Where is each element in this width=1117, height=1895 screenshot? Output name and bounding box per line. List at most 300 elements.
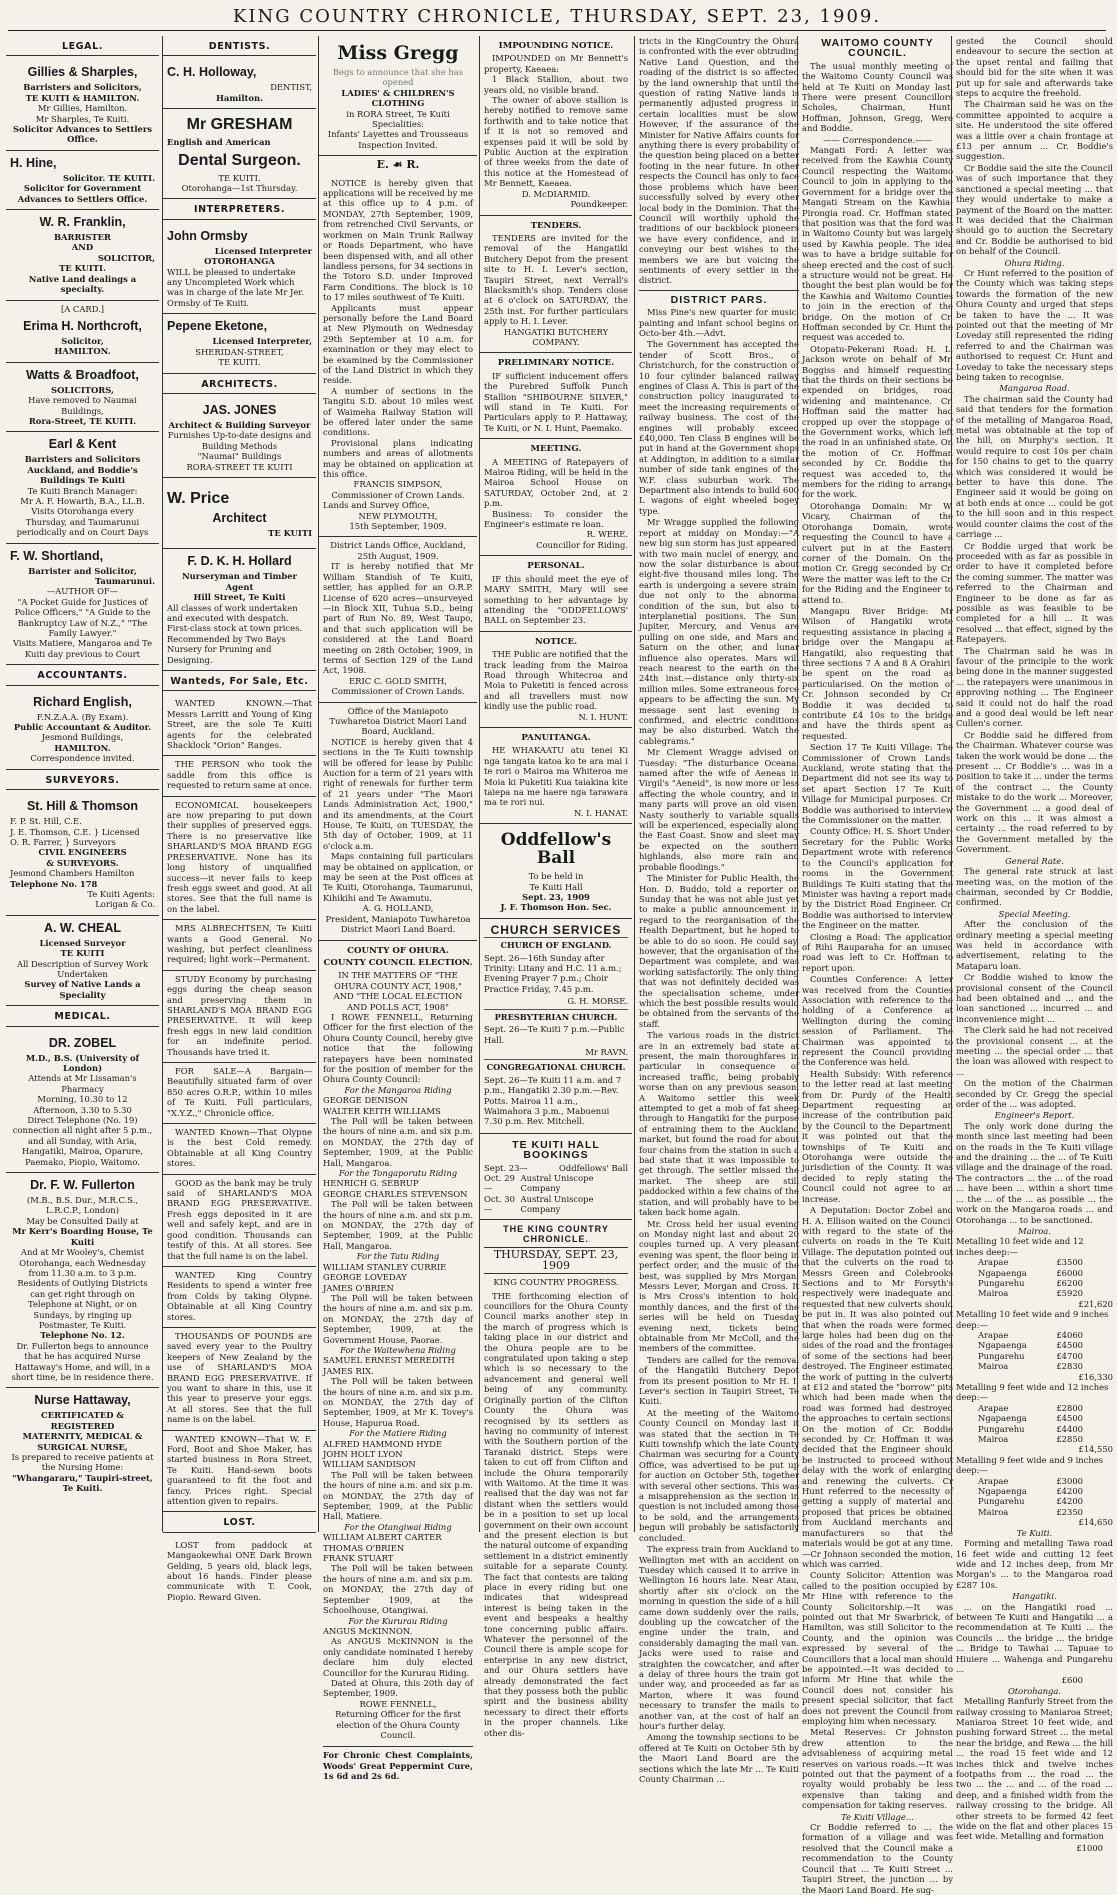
metal-row — [956, 1257, 1113, 1267]
report-subheading: Te Kuiti. — [1016, 1527, 1053, 1538]
report-text: Mangapu River Bridge: Mr Wilson of Hangatiki wrote requesting assistance in placing a bridge over the Mangapu at Hangatiki, also requesting that three sections 7 A and 8 A Orahiri, be spent on the road as particularised. On the motion of Cr. Johnson seconded by Cr. Boddie it was decided to contribute £4 10s to the bridge and have the thirds spent as requested. — [802, 605, 953, 741]
ad-line: SHERIDAN-STREET, — [195, 346, 284, 357]
meeting-notice — [480, 439, 632, 556]
masthead — [0, 6, 1114, 27]
par-text: The various roads in the district are in an extremely bad state at present, the main thoroughfares in particular in consequence of increased traffic, being probably worse than on any previous season. A Waitomo settler this week attempted to get a mob of fat sheep through to Hangatiki for the purpose of entraining them to the Auckland market, but found the road for about four chains from the station in such a bad state that it was impossible to get through. The settler missed the market. The sheep are still paddocked within a few chains of the station, and will probably have to be taken back home again. — [639, 1030, 799, 1218]
ad-line: Native Land dealings a specialty. — [28, 273, 137, 295]
land-notice — [319, 175, 477, 538]
notice-signature: Returning Officer for the first election of the Ohura County Council. — [335, 1709, 461, 1740]
ad-holloway — [163, 60, 316, 109]
metal-row — [956, 1330, 1113, 1340]
ad-hattaway — [6, 1388, 159, 1498]
metal-cost: £2350 — [1056, 1506, 1083, 1517]
ad-line: Barristers and Solicitors — [24, 454, 141, 465]
ad-line: Dental Surgeon. — [178, 151, 301, 169]
section-heading-medical: MEDICAL. — [6, 1008, 159, 1026]
notice-heading: COUNTY OF OHURA. — [347, 945, 449, 956]
church-name: CONGREGATIONAL CHURCH. — [484, 1059, 628, 1072]
ad-line: Telephone No. 12. — [40, 1330, 125, 1341]
metal-cost: £2850 — [1056, 1434, 1083, 1445]
church-text: Sept. 26—16th Sunday after Trinity: Litany and H.C. 11 a.m.; Evening Prayer 7 p.m.; Choir Practice Friday, 7.45 p.m. — [484, 952, 622, 994]
candidate: JAMES RIX. — [323, 1365, 374, 1376]
ad-line: AND — [71, 242, 94, 253]
ad-line: WILL be pleased to undertake any Uncompleted Work which was in charge of the late Mr Jer. Ormsby of Te Kuiti. — [167, 266, 305, 308]
masthead-title: KING COUNTRY CHRONICLE, THURSDAY, SEPT. 23, 1909. — [232, 6, 882, 27]
ball-line: Te Kuiti Hall — [529, 881, 583, 892]
panuitanga-notice — [480, 728, 632, 824]
par-text: Among the township sections to be offered at Te Kuiti on October 5th by the Maori Land Board are the sections which the late Mr ... Te Kuiti County Chairman ... — [639, 1732, 799, 1785]
notice-heading: NOTICE. — [534, 636, 578, 647]
report-subheading: —— Correspondence.—— — [823, 134, 932, 145]
ad-name: Dr. F. W. Fullerton — [30, 1178, 135, 1193]
classified-text: WANTED KNOWN—That W. F. Ford, Boot and Shoe Maker, has started business in Rora Street, Te Kuiti. Hand-sewn boots guaranteed to fit the foot and fancy. Prices right. Special attention given to repairs. — [167, 1433, 312, 1507]
riding-name: For the Otangiwai Riding — [344, 1521, 452, 1532]
ad-name: Earl & Kent — [48, 437, 117, 452]
candidate: JOHN HOLT LYON — [323, 1449, 403, 1459]
ad-hine — [6, 151, 159, 210]
classified-ad — [163, 1328, 316, 1431]
ad-line: (M.B., B.S. Dur., M.R.C.S., L.R.C.P., London) — [26, 1195, 139, 1216]
section-heading-legal: LEGAL. — [6, 38, 159, 56]
ad-line: Mr Kerr's Boarding House, Te Kuiti — [12, 1226, 153, 1247]
section-heading-architects: ARCHITECTS. — [163, 376, 316, 394]
ad-line: OTOROHANGA — [204, 256, 275, 267]
ad-line: Public Accountant & Auditor. — [13, 722, 152, 733]
metal-table-heading: Metalling 9 feet wide and 12 inches deep:— — [956, 1382, 1109, 1403]
metal-total: £14,650 — [1078, 1517, 1113, 1528]
ad-name: Watts & Broadfoot, — [26, 367, 139, 382]
booking-date: Oct. 30— — [484, 1193, 515, 1215]
booking-row — [484, 1163, 628, 1173]
ad-name: F. D. K. H. Hollard — [187, 554, 292, 569]
church-name: PRESBYTERIAN CHURCH. — [484, 1009, 628, 1022]
classified-text: THE PERSON who took the saddle from this office is requested to return same at once. — [167, 759, 312, 791]
ad-line: TE KUITI & HAMILTON. — [25, 92, 140, 103]
notice-text: 1 Black Stallion, about two years old, no visible brand. — [484, 74, 628, 95]
report-text: Health Subsidy: With reference to the letter read at last meeting from Dr. Purdy of the Health Department requesting an increase of the contribution paid by the Council to the Department, it was pointed out that the townships of Te Kuiti and Otorohanga were outside the jurisdiction of the County. It was decided to reply stating the Council could not agree to an increase. — [802, 1068, 953, 1204]
ad-name: A. W. CHEAL — [43, 920, 122, 935]
editorial-title: KING COUNTRY PROGRESS. — [493, 1277, 619, 1288]
ad-line: CERTIFICATED & REGISTERED — [41, 1410, 124, 1431]
ad-line: O. R. Farrer, } Surveyors — [10, 836, 116, 847]
editorial-text: THE forthcoming election of councillors for the Ohura County Council marks another step in the march of progress which is taking place in our district and the Ohura people are to be congratulated upon taking a step which is so necessary to the advancement and general well being of any community. Originally portion of the Clifton County the Ohura was recognised by its settlers as having no community of interest with the Southern portion of the Taranaki district. Steps were taken to cut off from Clifton and include the Ohura temporarily with Waitomo. At the time it was realised that the day was not far distant when the settlers would be in a position to set up local government on their own account and the present election is but the natural outcome of expanding settlement in a district eminently suitable for a separate County. The fact that contests are taking place in every riding but one indicates that widespread interest is being taken in the event and bespeaks a healthy tone concerning public affairs. Whatever the personnel of the Council there is ample scope for enterprise in any new district, and our Ohura settlers have already demonstrated the fact that they possess both the public spirit and the business ability necessary to direct their efforts in the proper channels. Like other dis- — [484, 1290, 628, 1738]
public-notice — [480, 632, 632, 728]
ad-line: Te Kuiti Agents: — [87, 888, 155, 899]
classified-text: FOR SALE—A Bargain—Beautifully situated farm of over 850 acres O.R.P., within 10 miles of Te Kuiti. Full particulars, "X.Y.Z.," Chronicle office. — [167, 1066, 312, 1118]
ad-name: Gillies & Sharples, — [27, 65, 138, 80]
column-1 — [6, 36, 159, 1532]
ball-line: Sept. 23, 1909 — [522, 892, 590, 903]
ad-name: John Ormsby — [167, 228, 248, 243]
ad-zobel — [6, 1031, 159, 1173]
ad-line: J. E. Thomson, C.E. } Licensed — [10, 826, 140, 837]
report-text: ... on the Hangatiki road ... between Te Kuiti and Hangatiki ... a recommendation at Te Kuiti ... the Councils ... the bridge ... the bridge ... Bridge to Tawhai ... Tapuae to Hiuiere ... Wahenga and Pungarehu ... — [956, 1601, 1113, 1674]
ad-line: HAMILTON. — [54, 742, 111, 753]
ad-northcroft — [6, 314, 159, 363]
classified-ad — [163, 1124, 316, 1175]
column-3 — [318, 36, 477, 1782]
metal-place: Pungarehu — [978, 1496, 1025, 1507]
notice-heading: PANUITANGA. — [521, 732, 591, 743]
report-text: Cr Boddie wished to know the provisional consent of the Council had been obtained and ... and the loan sanctioned ... incurred ... and inconvenience might ... — [956, 972, 1113, 1024]
notice-heading: Office of the Maniapoto Tuwharetoa District Maori Land Board, Auckland. — [329, 705, 467, 737]
classified-ad — [163, 1063, 316, 1124]
maori-land-notice — [319, 703, 477, 941]
report-subheading: Engineer's Report. — [994, 1110, 1075, 1121]
report-text: Metal Reserves: Cr Johnston drew attention to the advisableness of acquiring metal reserves on various roads.—It was pointed out that the payment of a royalty would probably be less expensive than taking and compensation for taking reserves. — [802, 1727, 953, 1811]
classified-text: THOUSANDS OF POUNDS are saved every year to the Poultry keepers of New Zealand by the use of SHARLAND'S MOA BRAND EGG PRESERVATIVE. If you want to share in this, use it this year to preserve your eggs. At all stores. See that the full name is on the label. — [167, 1330, 312, 1425]
ad-line: Solicitor Advances to Settlers Office. — [13, 124, 152, 145]
metal-total: £14,550 — [1078, 1444, 1113, 1455]
notice-signature: R. WERE. — [586, 529, 628, 540]
ad-line: "A Pocket Guide for Justices of Police Officers," "A Guide to the Bankruptcy Law of N.Z.," "The Family Lawyer." — [14, 596, 151, 639]
notice-text: NOTICE is hereby given that 4 sections in the Te Kuiti township will be offered for lease by Public Auction for a term of 21 years with right of renewals for further term of 21 years under "The Maori Lands Administration Act, 1900," and its amendments, at the Court House, Te Kuiti, on TUESDAY, the 5th day of October, 1909, at 11 o'clock a.m. — [323, 736, 473, 851]
classified-ad — [163, 756, 316, 796]
ad-line: Lorigan & Co. — [95, 899, 155, 910]
ad-line: Attends at Mr Lissaman's Pharmacy — [28, 1073, 137, 1094]
notice-signature: ROWE FENNELL, — [359, 1698, 437, 1709]
notice-text: I ROWE FENNELL, Returning Officer for the first election of the Ohura County Council, hereby give notice that the following ratepayers have been nominated for the position of member for the Ohura County Council: — [323, 1011, 473, 1085]
ad-line: Mr Gillies, Hamilton. — [37, 103, 128, 114]
ad-line: Solicitor. TE KUITI. — [62, 172, 155, 183]
classified-text: WANTED KNOWN.—That Messrs Larritt and Young of King Street, are the sole Te Kuiti agents for the celebrated Shacklock "Orion" Ranges. — [167, 698, 312, 751]
candidate: WALTER KEITH WILLIAMS — [323, 1105, 441, 1116]
metal-row — [956, 1476, 1113, 1486]
booking-event: Austral Uniscope Company — [520, 1172, 594, 1194]
notice-signature: D. McDIARMID. — [521, 188, 591, 199]
church-signature: G. H. MORSE. — [567, 996, 628, 1007]
metal-table-heading: Metalling 10 feet wide and 9 inches deep:— — [956, 1309, 1109, 1330]
ad-franklin — [6, 210, 159, 300]
report-subheading: Special Meeting. — [998, 908, 1071, 919]
ad-line: Morning, 10.30 to 12 — [37, 1094, 128, 1105]
ad-line: English and American — [167, 137, 271, 148]
ad-price — [163, 478, 316, 549]
ad-line: M.D., B.S. (University of London) — [25, 1052, 140, 1073]
ad-name: C. H. Holloway, — [167, 65, 257, 80]
notice-text: The Poll will be taken between the hours of nine a.m. and six p.m. on MONDAY, the 27th day of September, 1909, at the Public Hall, Mangaroa. — [323, 1116, 473, 1168]
classified-text: WANTED Known—That Olypne is the best Cold remedy. Obtainable at all King Country stores. — [167, 1127, 312, 1169]
par-text: The Minister for Public Health, the Hon. D. Buddo, told a reporter on Sunday that he was not able just yet to make a public announcement in regard to the reorganisation of the Health Department, but he hoped to be able to do so soon. He could say, however, that the organisation of the Department was complete, and was working satisfactorily. The only thing that was not definitely decided was the specialisation scheme, under which the best possible results would be obtained from the servants of the staff. — [639, 873, 799, 1029]
classified-text: MRS ALBRECHTSEN, Te Kuiti wants a Good General. No washing, but perfect cleanliness required; light work—Permanent. — [167, 923, 312, 965]
candidate: GEORGE DENISON — [323, 1095, 408, 1106]
ad-watts-broadfoot — [6, 363, 159, 433]
notice-text: The Poll will be taken between the hours of nine a.m. and six p.m. on MONDAY, the 27th day of September, 1909, at Mr K. Tovey's House, Hapurua Road. — [323, 1376, 473, 1428]
notice-signature: N. I. HUNT. — [578, 711, 628, 722]
ad-line: Licensed Interpreter — [214, 245, 312, 256]
report-text: Otopatu-Pekerani Road: H. L. Jackson wrote on behalf of Mr. Boggiss and himself requesting that the thirds on their sections be expended on bridges, road widening and maintenance. Cr. Hoffman said the matter had cropped up over the stoppage of the Government works, which left the road in an unfinished state. On the motion of Cr. Hoffman seconded by Cr. Boddie the request was acceded to, the members for the riding to arrange for the work. — [802, 343, 953, 500]
report-subheading: Hangatiki. — [1012, 1591, 1057, 1602]
ball-line: J. F. Thomson Hon. Sec. — [500, 902, 612, 913]
oddfellows-ball-ad — [480, 824, 632, 919]
ad-line: Mr A. F. Howarth, B.A., LL.B. — [20, 495, 145, 506]
report-subheading: Ohura Riding. — [1004, 257, 1065, 268]
crest-icon: E. ☙ R. — [376, 158, 420, 172]
classified-ad — [163, 1175, 316, 1267]
candidate: FRANK STUART — [323, 1553, 394, 1564]
ad-line: F.N.Z.A.A. (By Exam). — [36, 711, 129, 722]
ad-earl-kent — [6, 432, 159, 543]
ad-line: Rora-Street, TE KUITI. — [28, 415, 137, 426]
metal-total: £16,330 — [1078, 1371, 1113, 1382]
report-subheading: Mairoa. — [1018, 1225, 1051, 1236]
booking-event: Austral Uniscope Company — [520, 1193, 594, 1215]
metal-cost: £2800 — [1056, 1402, 1083, 1413]
par-text: Tenders are called for the removal of the Hangatiki Butchery Depot from its present position to Mr H. I. Lever's section in Taupiri Street, Te Kuiti. — [639, 1354, 799, 1407]
ad-line: All classes of work undertaken and executed with despatch. First-class stock at town prices. Recommended by Two Bays Nursery for Pruning and Designing. — [167, 602, 303, 665]
metal-table-heading: Metalling 10 feet wide and 12 inches deep:— — [956, 1236, 1084, 1257]
notice-text: Applicants must appear personally before the Land Board at New Plymouth on Wednesday 29th September at 10 a.m. for examination or they may elect to be examined by the Commissioner of the Land District in which they reside. — [323, 302, 473, 386]
ad-line: RORA-STREET TE KUITI — [186, 461, 293, 472]
report-text: County Office: H. S. Short Under-Secretary for the Public Works Department wrote with reference to the Council's application for rooms in the Government Buildings Te Kuiti stating that the Minister was having a report made by the District Road Engineer. Cr. Boddie was authorised to interview the Engineer on the matter. — [802, 826, 953, 931]
ad-line: Have removed to Naumai Buildings, — [28, 395, 137, 416]
report-text: Metalling Ranfurly Street from the railway crossing to Maniaroa Street; Maniaroa Street 10 feet wide, and pushing forward Street ... the metal near the bridge, and Rewa ... the hill ... the road 15 feet wide and 12 inches thick and twelve inches footpaths from ... the road ... the two ... the ... and ... of the road ... deep, and a finished width from the railway crossing to the bridge. All other streets to be formed 42 feet wide on the flat and other places 15 feet wide. Metalling and formation — [956, 1696, 1113, 1842]
ad-line: Jesmond Chambers Hamilton — [10, 868, 135, 879]
report-text: Section 17 Te Kuiti Village: The Commissioner of Crown Lands, Auckland, wrote stating that the Department did not see its way to set apart Section 17 Te Kuiti Village for Municipal purposes. Cr. Boddie was authorised to interview the Commissioner on the matter. — [802, 742, 953, 826]
ad-line: Nurseryman and Timber Agent — [182, 571, 297, 592]
ad-line: Specialities: — [372, 119, 424, 130]
ad-name: DR. ZOBEL — [48, 1035, 117, 1050]
report-text: Otorohanga Domain: Mr W. Vicary, Chairman of the Otorohanga Domain, wrote requesting the Council to have a culvert put in at the Eastern corner of the Domain. On the motion Cr. Gregg seconded by Cr. Were the matter was left to the Cr. for the Riding and the Engineer to attend to. — [802, 500, 953, 605]
ad-line: CIVIL ENGINEERS — [38, 847, 127, 858]
booking-row — [484, 1173, 628, 1194]
notice-text: IT is hereby notified that Mr William Standish of Te Kuiti, settler, has applied for an O.R.P. License of 620 acres—unsurveyed—in Block XII, Tuhua S.D., being part of Run No. 89, West Taupo, and that such application will be considered at the Land Board meeting on 28th October, 1909, in terms of Section 129 of the Land Act, 1908. — [323, 561, 473, 676]
district-pars-title: DISTRICT PARS. — [639, 290, 799, 305]
ad-line: Hamilton. — [215, 92, 264, 103]
par-text: The Government has accepted the tender of Scott Bros., of Christchurch, for the construction of 10 four cylinder balanced railway engines of Class A. This is part of the construction policy inaugurated to meet the increasing requirements of railway business. The cost of the engines will probably exceed £40,000. Ten Class B engines will be put in hand at the Government shops at Addington, in addition to a similar number of side tank engines of the W.F. class suburban work. The Department also intends to build 600 L wagons of eight wheeled bogey type. — [639, 339, 799, 516]
ad-eketone — [163, 314, 316, 373]
metal-table-heading: Metalling 9 feet wide and 9 inches deep:— — [956, 1454, 1104, 1476]
ohura-election-notice — [319, 941, 477, 1787]
ball-title: Oddfellow's Ball — [500, 830, 612, 869]
report-subheading: General Rate. — [1005, 855, 1064, 866]
metal-cost: £6000 — [1056, 1267, 1083, 1278]
metal-cost: £6200 — [1056, 1277, 1083, 1288]
ad-english — [6, 690, 159, 770]
editorial-date: THURSDAY, SEPT. 23, 1909 — [484, 1247, 628, 1274]
ad-hollard — [163, 549, 316, 671]
report-subheading: Mangaroa Road. — [999, 383, 1070, 394]
column-6 — [797, 36, 957, 1895]
ad-line: Is prepared to receive patients at the Nursing Home: — [11, 1452, 154, 1473]
royal-crest — [319, 156, 477, 174]
par-text: Mr. Cross held her usual evening on Monday night last and about 20 couples turned up. A very pleasant evening was spent, the floor being in perfect order, and the music of the best, was supplied by Mrs Morgan, Messrs Lever, Morgan and Cross. It is Mrs Cross's intention to hold monthly dances, and the first of the series will be held on Tuesday evening next, tickets being obtainable from Mr McColl, and the members of the committee. — [639, 1218, 799, 1354]
classified-text: STUDY Economy by purchasing eggs during the cheap season and preserving them in SHARLAND'S MOA BRAND EGG PRESERVATIVE. It will keep fresh eggs in new laid condition for an indefinite period. Thousands have tried it. — [167, 973, 312, 1057]
ad-line: Telephone No. 178 — [10, 878, 98, 889]
metal-row — [956, 1288, 1113, 1298]
ad-ormsby — [163, 224, 316, 314]
section-heading-interpreters: INTERPRETERS. — [163, 201, 316, 219]
hall-bookings — [480, 1134, 632, 1220]
report-text: Cr Boddie referred to ... the formation of a village and was resolved that the Council make a recommendation to the County Council that ... Te Kuiti Street ... Taupiri Street, the junction ... by the Maori Land Board. He sug- — [802, 1822, 953, 1895]
riding-name: For the Tatu Riding — [356, 1251, 440, 1262]
classified-ad — [163, 920, 316, 971]
column-7 — [951, 36, 1117, 1853]
candidate: SAMUEL ERNEST MEREDITH — [323, 1355, 455, 1366]
report-text: Closing a Road: The application of Rihi Rauparaha for an unused road was left to Cr. Hoffman to report upon. — [802, 931, 953, 973]
ad-cheal — [6, 916, 159, 1006]
ad-line: SOLICITORS, — [51, 384, 114, 395]
classified-text: LOST from paddock at Mangaokewhai ONE Dark Brown Gelding, 5 years old, black legs, about 16 hands. Finder please communicate with T. Cook, Piopio. Reward Given. — [167, 1539, 312, 1602]
metal-cost: £3000 — [1056, 1475, 1083, 1486]
report-text: Cr Hunt referred to the position of the County which was taking steps towards the formation of the new Ohura County and urged that steps be taken to have the ... It was pointed out that the meeting of Mr Loveday still represented the riding referred to and the Chairman was authorised to request Cr. Hunt and Loveday to take the necessary steps being taken to recognise. — [956, 267, 1113, 382]
notice-text: Business: To consider the Engineer's estimate re loan. — [484, 508, 628, 530]
church-services — [480, 919, 632, 1134]
metal-place: Arapae — [978, 1257, 1009, 1268]
report-text: The Chairman said he was in favour of the principle to the work being done in the manner suggested ... the ratepayers were unanimous in approving nothing ... The Engineer said it could not do half the road and a good deal would be left near Cullen's corner. — [956, 645, 1113, 729]
notice-signature: ERIC C. GOLD SMITH, — [349, 675, 447, 686]
ad-line: Jesmond Buildings, — [41, 732, 124, 743]
notice-text: A number of sections in the Tangitu S.D. about 10 miles west of Waimeha Railway Station will be offered later under the same conditions. — [323, 385, 473, 438]
notice-heading: MEETING. — [530, 444, 582, 455]
column-5 — [634, 36, 803, 1785]
ad-line: Auckland, and Boddie's Buildings Te Kuiti — [27, 464, 138, 486]
candidate: JAMES O'BRIEN — [323, 1282, 394, 1293]
column-4 — [479, 36, 632, 1738]
metal-place: Arapae — [978, 1329, 1009, 1340]
metal-cost: £2830 — [1056, 1361, 1083, 1372]
ball-line: To be held in — [528, 871, 584, 882]
ad-line: Taumarunui. — [94, 576, 155, 586]
classified-ad — [163, 971, 316, 1063]
ad-line: TE KUITI. — [218, 357, 261, 368]
ad-line: Te Kuiti Branch Manager: — [27, 485, 138, 496]
metal-row — [956, 1434, 1113, 1444]
land-notice — [319, 537, 477, 702]
notice-text: Provisional plans indicating numbers and areas of allotments may be obtained on application at this office. — [323, 437, 473, 480]
par-text: The express train from Auckland to Wellington met with an accident on Tuesday which caused it to arrive in Wellington 16 hours late. Near Atau, shortly after six o'clock on the morning in question the side of a hill came down suddenly over the rails, doubling up the cowcatcher of the engine under the train, and considerably damaging the mail van. Jacks were used to raise and straighten the cowcatcher, and after a delay of three hours the train got under way, and proceeded as far as Marton, where it was found necessary to transfer the mails to another van, at the cost of half an hour's further delay. — [639, 1544, 799, 1731]
par-text: At the meeting of the Waitomo County Council on Monday last it was stated that the section in Te Kuiti townshfp which the late County Chairman was securing for a County Office, was advertised to be put up for auction on October 5th, together with several other sections. This was a misapprehension as the section in question is not included among those to be sold, and the arrangements begun will probably be satisfactorily concluded. — [639, 1407, 799, 1543]
metal-place: Arapae — [978, 1402, 1009, 1413]
classified-text: WANTED King Country Residents to spend a winter free from Colds by taking Olypne. Obtainable at all King Country stores. — [167, 1269, 312, 1322]
notice-heading: COUNTY COUNCIL ELECTION. — [323, 957, 473, 968]
metal-place: Ngapaenga — [978, 1486, 1027, 1497]
notice-signature: Commissioner of Crown Lands. — [331, 686, 465, 697]
editorial — [480, 1224, 632, 1739]
ad-line: Otorohanga—1st Thursday. — [181, 183, 298, 194]
notice-signature: A. G. HOLLAND, — [362, 903, 434, 914]
ad-line: in RORA Street, Te Kuiti — [346, 108, 450, 119]
report-subheading: Te Kuiti Village... — [841, 1811, 914, 1822]
ad-line: TE KUITI — [60, 948, 105, 959]
par-text: Mr Wragge supplied the following report at midday on Monday:—"A new big sun storm has just appeared, with two main nuclei of energy, and now the solar disturbance is about eight-five thousand miles long. The earth is undergoing a severe strain, due not only to the abnormal condition of the sun, but also to interplanetial positions. The Sun, Jupiter, Mercury, and Venus are pulling on one side, and Mars and Saturn on the other, and lunar influence also operates. Mars will reach nearest to the earth on the 24th inst.—distance only thirty-six million miles. Some extraneous force appears to be affecting the sun. My message sent last evening is confirmed, and electric conditions may be also disturbed. Watch the cablegrams." — [639, 517, 799, 746]
ad-line: "Naumai" Buildings — [197, 451, 282, 462]
ad-name: F. W. Shortland, — [10, 548, 104, 563]
metal-row — [956, 1340, 1113, 1350]
report-text: Forming and metalling Tawa road 16 feet wide and cutting 12 feet wide and 12 inches deep, from Mr Morgan's ... to the Mangaroa road £287 10s. — [956, 1538, 1113, 1590]
candidate: ANGUS McKINNON. — [323, 1625, 413, 1636]
ad-line: Barrister and Solicitor, — [28, 565, 137, 576]
ad-name: Mr GRESHAM — [186, 116, 293, 134]
report-amount: £1000 — [1076, 1842, 1103, 1853]
section-heading-surveyors: SURVEYORS. — [6, 772, 159, 790]
ad-jones — [163, 398, 316, 478]
classified-text: ECONOMICAL housekeepers are now preparing to put down their supplies of preserved eggs. There is no preservative like SHARLAND'S MOA BRAND EGG PRESERVATIVE. None has its long history of unqualified success—it never fails to keep fresh eggs sweet and good. At all stores. See that the full name is on the label. — [167, 799, 312, 914]
ad-gresham — [163, 109, 316, 199]
report-text: Mangati Ford: A letter was received from the Kawhia County Council respecting the Waitomo Council to join in applying to the Government for a bridge over the Mangati Stream on the Kawhia-Pirongia road. Cr. Hoffman stated that position was that the ford was in Waitomo County but was largely used by Kawhia people. The idea was to have a bridge suitable for sheep erected and the cost of such a structure would not be great. He thought the best plan would be for the Kawhia and Waitomo Counties to join in the erection of the bridge. On the motion of Cr. Hoffman seconded by Cr. Hunt the request was acceded to. — [802, 145, 953, 343]
riding-name: For the Tongaporutu Riding — [338, 1168, 458, 1179]
metal-row — [956, 1486, 1113, 1496]
classified-text: GOOD as the bank may be truly said of SHARLAND'S MOA BRAND EGG PRESERVATIVE. Fresh eggs deposited in it are well and safely kept, and are in good condition. Thousands can testify of this. At all stores. See that the full name is on the label. — [167, 1177, 312, 1261]
notice-text: THE Public are notified that the track leading from the Mairoa Road through Whitecroa and Moia to Puketiti is fenced across and all travellers must now kindly use the public road. — [484, 649, 628, 712]
metal-cost: £4500 — [1056, 1413, 1083, 1424]
notice-signature: NEW PLYMOUTH, — [358, 510, 438, 521]
report-text: Counties Conference: A letter was received from the Counties Association with reference to the holding of a Conference at Wellington during the coming session of Parliament. The Chairman was appointed to represent the Council providing the Conference was held. — [802, 974, 953, 1068]
par-text: Mr Clement Wragge advised on Tuesday: "The disturbance Oceana, named after the wife of Aeneas in Virgil's "Aeneid", is now more or less affecting the whole country, and in many parts will prove an old visen. Nasty southerly to variable squalls will be experienced, especially along the East Coast. Snow and sleet may be expected on the southern highlands, also more rain and probable floodings." — [639, 747, 799, 872]
ad-line: Hill Street, Te Kuiti — [193, 592, 286, 603]
metal-cost: £4060 — [1056, 1329, 1083, 1340]
report-text: Cr Boddie urged that work be proceeded with as far as possible in order to have it completed before the coming summer. The matter was referred to the Chairman and Engineer to be done as far as possible as was feasible to be completed for a hill ... It was resolved ... that effect, signed by the Ratepayers. — [956, 540, 1113, 645]
ad-line: F. P. St. Hill, C.E. — [10, 816, 82, 827]
candidate: HENRICH G. SEBRUP — [323, 1178, 419, 1189]
notice-text: Maps containing full particulars may be obtained on application, or may be seen at the Post offices at Te Kuiti, Otorohanga, Taumarunui, Kihikihi and Te Awamutu. — [323, 851, 473, 903]
par-text: Miss Pine's new quarter for music, painting and infant school begins on Octo-ber 4th.—Advt. — [639, 307, 799, 338]
booking-date: Oct. 29— — [484, 1172, 515, 1194]
ad-line: Visits Matiere, Mangaroa and Te Kuiti day previous to Court — [12, 638, 153, 659]
metal-place: Pungarehu — [978, 1350, 1025, 1361]
report-amount: £600 — [1061, 1675, 1083, 1686]
church-signature: Mr RAVN. — [585, 1046, 628, 1057]
notice-signature: Lands and Survey Office, — [323, 500, 430, 511]
riding-name: For the Kururau Riding — [348, 1615, 448, 1626]
metal-cost: £3500 — [1056, 1257, 1083, 1268]
impounding-notice — [480, 36, 632, 216]
classified-ad — [163, 797, 316, 920]
ad-miss-gregg — [319, 36, 477, 156]
notice-text: The Poll will be taken between the hours of nine a.m. and six p.m. on MONDAY, the 27th day of September 1909, at the Schoolhouse, Otangiwai. — [323, 1563, 473, 1616]
notice-text: IF sufficient inducement offers the Purebred Suffolk Punch Stallion "SHIBOURNE SILVER," will stand in Te Kuiti. For Particulars apply to P. Hattaway, Te Kuiti, or N. I. Hunt, Paemako. — [484, 370, 628, 433]
metal-place: Mairoa — [978, 1434, 1009, 1445]
notice-text: As ANGUS McKINNON is the only candidate nominated I hereby declare him duly elected Councillor for the Kururau Riding. — [323, 1636, 473, 1678]
metal-cost: £4500 — [1056, 1340, 1083, 1351]
ad-name: W. R. Franklin, — [39, 215, 126, 230]
ad-line: Dr. Fullerton begs to announce that he has acquired Nurse Hattaway's Home, and will, in a short time, be in residence there. — [11, 1340, 154, 1382]
ad-line: Correspondence invited. — [30, 753, 135, 764]
metal-place: Pungarehu — [978, 1277, 1025, 1288]
metal-row — [956, 1424, 1113, 1434]
ad-line: Licensed Interpreter, — [212, 336, 312, 347]
masthead-rule — [8, 30, 1106, 31]
ad-line: HAMILTON. — [54, 346, 111, 357]
metal-row — [956, 1496, 1113, 1506]
booking-event: Oddfellows' Ball — [559, 1162, 628, 1173]
ad-name: JAS. JONES — [202, 402, 277, 417]
notice-heading: District Lands Office, Auckland, 25th August, 1909. — [330, 540, 466, 561]
metal-row — [956, 1507, 1113, 1517]
ad-name: Richard English, — [33, 694, 132, 709]
notice-signature: HANGATIKI BUTCHERY COMPANY. — [503, 326, 609, 347]
ad-line: Architect & Building Surveyor — [168, 419, 311, 430]
ad-line: Survey of Native Lands a Speciality — [24, 979, 141, 1000]
ad-name: Miss Gregg — [337, 42, 459, 64]
ad-line: TE KUITI. — [59, 263, 106, 274]
ad-name: Nurse Hattaway, — [34, 1393, 131, 1408]
candidate: WILLIAM SANDISON — [323, 1459, 416, 1470]
ad-line: All Description of Survey Work Undertaken — [16, 958, 149, 979]
report-text: The chairman said the County had said that tenders for the formation of the metalling of Mangaroa Road, metal was obtainable at the top of the hill, on Murphy's section. It would require to cost 10s per chain for 150 chains to get to the quarry which was considered it would be better to have this done. The Engineer said it would be going on at both ends at once ... could be got to the hill soon and in this respect would counter claims the cost of the carriage ... — [956, 393, 1113, 540]
candidate: GEORGE LOVEDAY — [323, 1272, 407, 1283]
notice-text: IMPOUNDED on Mr Bennett's property, Kaeaea: — [484, 53, 628, 74]
notice-text: A MEETING of Ratepayers of Mairoa Riding, will be held in the Mairoa School House on SATURDAY, October 2nd, at 2 p.m. — [484, 456, 628, 509]
ad-line: Visits Otorohanga every Thursday, and Taumarunui periodically and on Court Days — [16, 506, 149, 538]
ad-line: TE KUITI. — [218, 172, 261, 183]
ad-line: "Whangararu," Taupiri-street, Te Kuiti. — [12, 1472, 153, 1494]
church-name: CHURCH OF ENGLAND. — [484, 937, 628, 950]
classified-ad — [163, 1267, 316, 1328]
notice-heading: PRELIMINARY NOTICE. — [497, 358, 615, 369]
editorial-masthead: THE KING COUNTRY CHRONICLE. — [503, 1223, 609, 1244]
ad-line: Mr Sharples, Te Kuiti. — [35, 113, 130, 124]
